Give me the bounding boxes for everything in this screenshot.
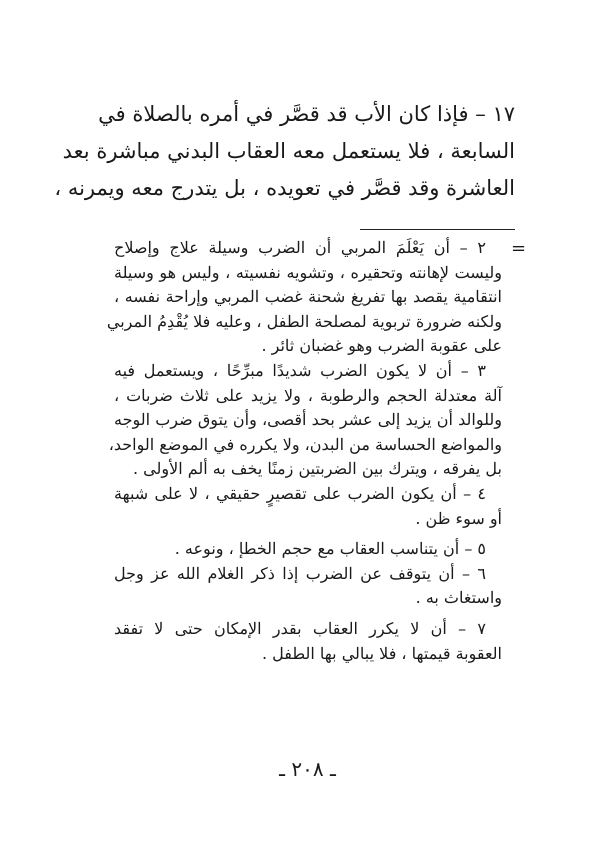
- page-number: ـ ٢٠٨ ـ: [279, 757, 336, 781]
- footnote-line: ٧ – أن لا يكرر العقاب بقدر الإمكان حتى لا تفقد: [114, 618, 486, 638]
- footnote-line: وللوالد أن يزيد إلى عشر بحد أقصى، وأن يتوق ضرب الوجه: [114, 410, 502, 430]
- footnote-divider: [360, 229, 515, 230]
- main-text: [54, 96, 515, 207]
- footnote-line: ٢ – أن يَعْلَمَ المربي أن الضرب وسيلة علاج وإصلاح: [114, 238, 486, 257]
- footnote-line: العقوبة قيمتها ، فلا يبالي بها الطفل .: [261, 643, 502, 663]
- footnote-line: انتقامية يقصد بها تفريغ شحنة غضب المربي وإراحة نفسه ،: [114, 287, 502, 307]
- footnote-continuation-mark: =: [511, 238, 527, 259]
- footnote-line: وليست لإهانته وتحقيره ، وتشويه نفسيته ، وليس هو وسيلة: [114, 262, 502, 282]
- main-text-line: ١٧ – فإذا كان الأب قد قصَّر في أمره بالصلاة في: [98, 102, 515, 126]
- footnote-line: أو سوء ظن .: [415, 508, 502, 528]
- main-text-line: السابعة ، فلا يستعمل معه العقاب البدني مباشرة بعد: [62, 139, 515, 163]
- footnote-line: ٤ – أن يكون الضرب على تقصيرٍ حقيقي ، لا على شبهة: [114, 483, 486, 503]
- footnote-line: آلة معتدلة الحجم والرطوبة ، ولا يزيد على ثلاث ضربات ،: [114, 385, 502, 405]
- main-text-line: العاشرة وقد قصَّر في تعويده ، بل يتدرج معه ويمرنه ،: [54, 176, 515, 200]
- footnote-line: ٥ – أن يتناسب العقاب مع حجم الخطإ ، ونوعه .: [174, 539, 486, 559]
- footnotes: [106, 236, 502, 666]
- footnote-line: ٦ – أن يتوقف عن الضرب إذا ذكر الغلام الله عز وجل: [114, 563, 486, 583]
- footnote-line: ٣ – أن لا يكون الضرب شديدًا مبرِّحًا ، ويستعمل فيه: [114, 360, 486, 380]
- footnote-line: واستغاث به .: [415, 588, 502, 608]
- footnote-line: بل يفرقه ، ويترك بين الضربتين زمنًا يخف به ألم الأولى .: [132, 459, 502, 479]
- footnote-line: والمواضع الحساسة من البدن، ولا يكرره في الموضع الواحد،: [108, 434, 502, 454]
- footnote-line: ولكنه ضرورة تربوية لمصلحة الطفل ، وعليه فلا يُقْدِمُ المربي: [106, 311, 502, 331]
- footnote-line: على عقوبة الضرب وهو غضبان ثائر .: [261, 336, 502, 356]
